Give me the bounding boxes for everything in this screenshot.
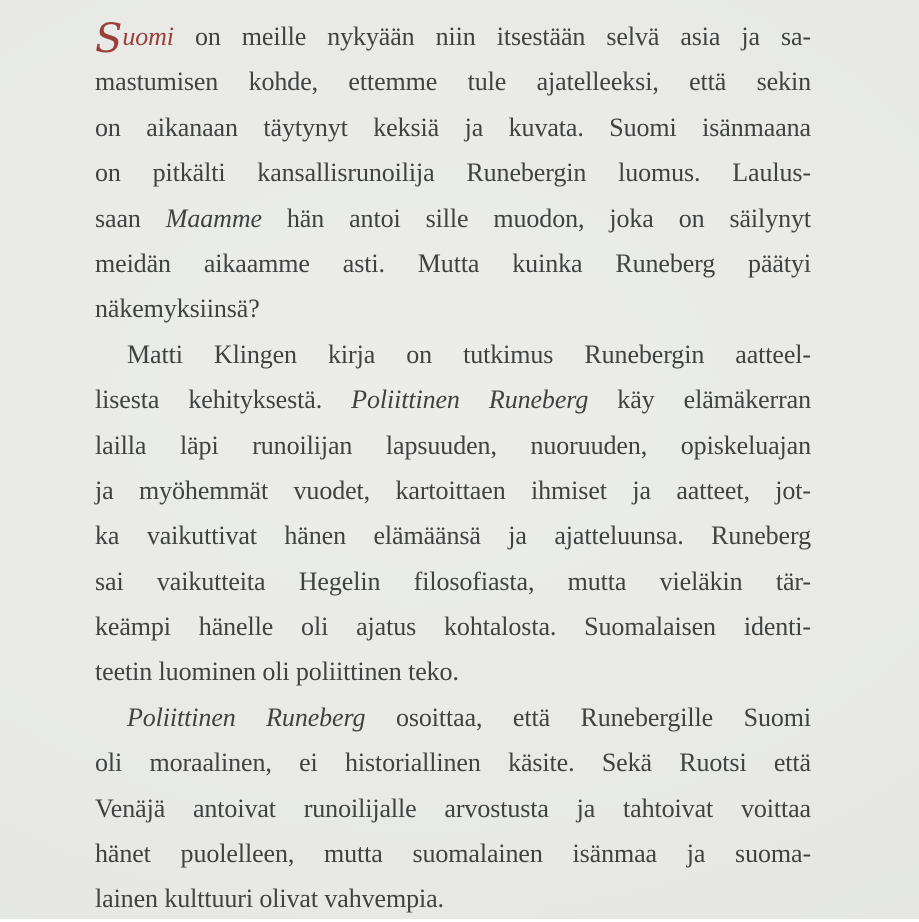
italic-book-title: Maamme: [165, 203, 262, 233]
text-line: [95, 286, 811, 331]
text-line: [95, 14, 811, 62]
body-text: ka vaikuttivat hänen elämäänsä ja ajatteluunsa. Runeberg: [95, 521, 811, 551]
red-lead-word: uomi: [122, 22, 174, 51]
text-line: [95, 377, 811, 422]
text-line: [95, 423, 811, 468]
body-text: keämpi hänelle oli ajatus kohtalosta. Suomalaisen identi-: [95, 612, 811, 642]
body-text: osoittaa, että Runebergille Suomi: [365, 702, 811, 732]
text-line: [95, 876, 811, 921]
body-text: teetin luominen oli poliittinen teko.: [95, 657, 459, 687]
text-line: [95, 695, 811, 740]
italic-book-title: Poliittinen Runeberg: [127, 702, 366, 732]
text-line: [95, 604, 811, 649]
body-text: näkemyksiinsä?: [95, 294, 260, 324]
italic-book-title: Poliittinen Runeberg: [351, 385, 589, 415]
body-text: on pitkälti kansallisrunoilija Runebergin luomus. Laulus-: [95, 158, 811, 188]
body-text: mastumisen kohde, ettemme tule ajatelleeksi, että sekin: [95, 67, 811, 97]
text-line: [95, 105, 811, 150]
body-text: hänet puolelleen, mutta suomalainen isänmaa ja suoma-: [95, 839, 811, 869]
text-line: [95, 196, 811, 241]
text-line: [95, 831, 811, 876]
body-text: on aikanaan täytynyt keksiä ja kuvata. Suomi isänmaana: [95, 112, 811, 142]
page-text: [95, 14, 811, 922]
text-line: [95, 332, 811, 377]
text-line: [95, 468, 811, 513]
text-line: [95, 59, 811, 104]
body-text: Matti Klingen kirja on tutkimus Runebergin aatteel-: [127, 339, 811, 369]
text-line: [95, 513, 811, 558]
body-text: hän antoi sille muodon, joka on säilynyt: [261, 203, 812, 233]
text-line: [95, 241, 811, 286]
body-text: on meille nykyään niin itsestään selvä asia ja sa-: [173, 22, 811, 51]
body-text: saan: [95, 203, 166, 233]
body-text: meidän aikaamme asti. Mutta kuinka Runeberg päätyi: [95, 248, 811, 278]
body-text: sai vaikutteita Hegelin filosofiasta, mutta vieläkin tär-: [95, 566, 811, 596]
text-line: [95, 150, 811, 195]
text-line: [95, 786, 811, 831]
body-text: ja myöhemmät vuodet, kartoittaen ihmiset ja aatteet, jot-: [95, 475, 811, 505]
body-text: oli moraalinen, ei historiallinen käsite. Sekä Ruotsi että: [95, 748, 811, 778]
body-text: lisesta kehityksestä.: [95, 385, 352, 415]
text-line: [95, 649, 811, 694]
red-swash-initial: S: [95, 16, 123, 62]
text-line: [95, 559, 811, 604]
body-text: Venäjä antoivat runoilijalle arvostusta ja tahtoivat voittaa: [95, 793, 811, 823]
body-text: lainen kulttuuri olivat vahvempia.: [95, 884, 444, 914]
body-text: käy elämäkerran: [588, 385, 811, 415]
body-text: lailla läpi runoilijan lapsuuden, nuoruuden, opiskeluajan: [95, 430, 811, 460]
text-line: [95, 740, 811, 785]
